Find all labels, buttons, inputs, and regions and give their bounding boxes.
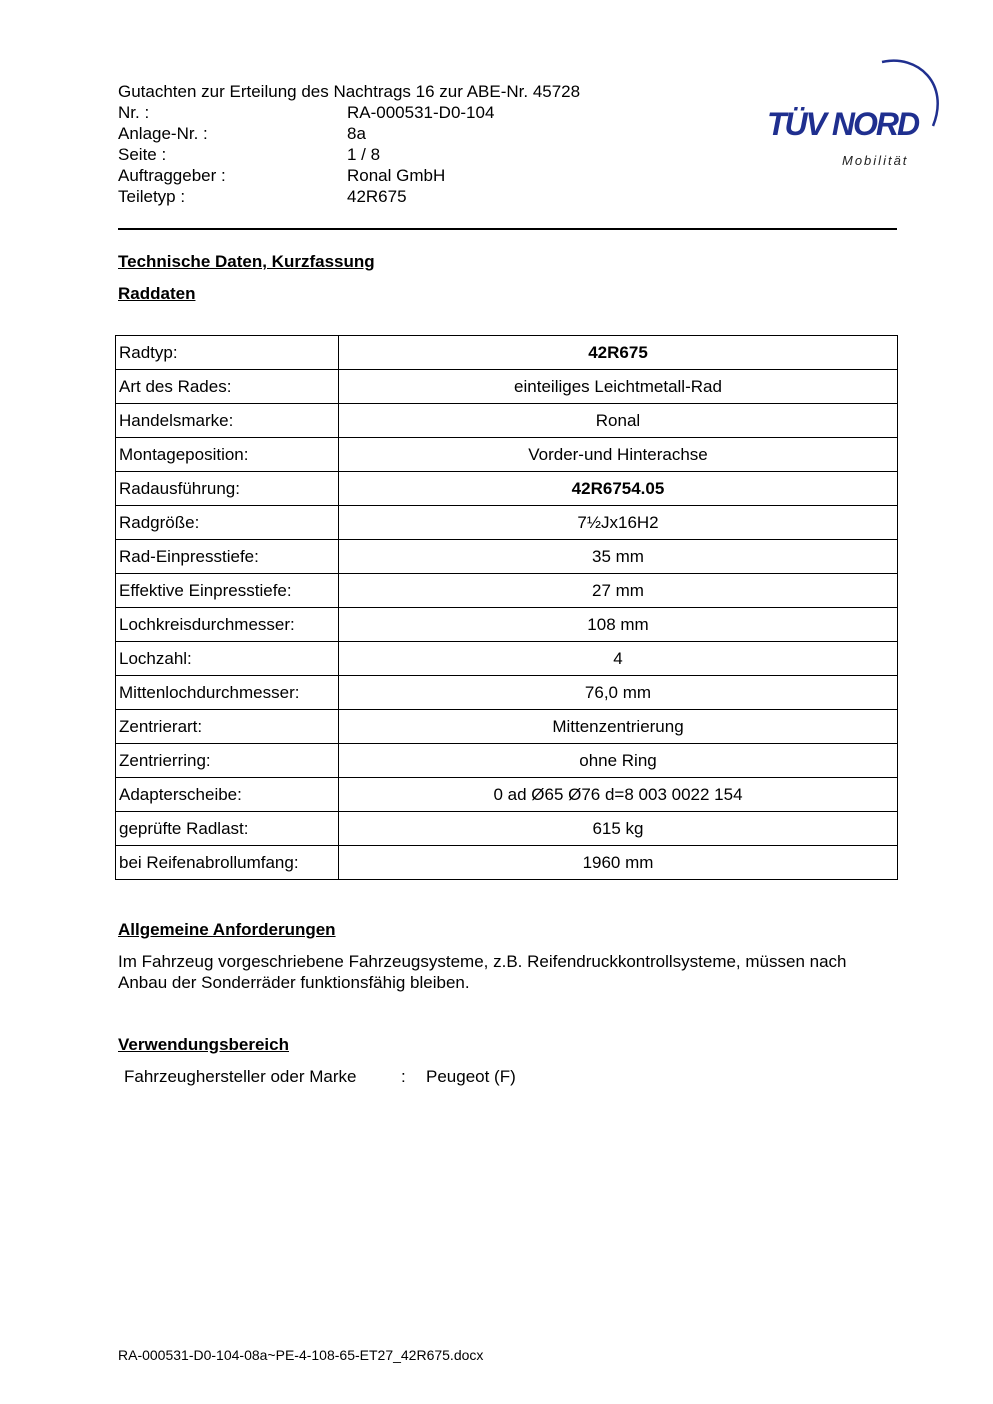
- table-row: [116, 472, 898, 506]
- table-cell-value: Ronal: [339, 404, 898, 438]
- table-cell-label: Lochkreisdurchmesser:: [116, 608, 339, 642]
- section-technische-daten: Technische Daten, Kurzfassung: [118, 252, 375, 271]
- table-cell-value: 0 ad Ø65 Ø76 d=8 003 0022 154: [339, 778, 898, 812]
- table-cell-label: Zentrierart:: [116, 710, 339, 744]
- table-cell-value: 4: [339, 642, 898, 676]
- header-value: 1 / 8: [347, 145, 381, 164]
- table-cell-label: Radausführung:: [116, 472, 339, 506]
- table-row: [116, 744, 898, 778]
- header-label: Anlage-Nr. :: [118, 124, 208, 143]
- table-cell-value: 42R675: [339, 336, 898, 370]
- header-label: Seite :: [118, 145, 167, 164]
- table-cell-label: Effektive Einpresstiefe:: [116, 574, 339, 608]
- usage-label: Fahrzeughersteller oder Marke: [124, 1067, 357, 1086]
- header-row-auftraggeber: [118, 165, 678, 186]
- section-verwendungsbereich: Verwendungsbereich: [118, 1035, 289, 1054]
- header-row-teiletyp: [118, 186, 678, 207]
- table-cell-value: 76,0 mm: [339, 676, 898, 710]
- table-cell-value: 108 mm: [339, 608, 898, 642]
- logo-wordmark: TÜV NORD: [767, 106, 919, 142]
- header-divider: [118, 228, 897, 230]
- header-row-seite: [118, 144, 678, 165]
- usage-row: [124, 1066, 516, 1087]
- table-cell-value: 7½Jx16H2: [339, 506, 898, 540]
- document-header: [118, 81, 678, 207]
- table-row: [116, 370, 898, 404]
- header-label: Auftraggeber :: [118, 166, 226, 185]
- table-cell-label: Art des Rades:: [116, 370, 339, 404]
- footer-filename: RA-000531-D0-104-08a~PE-4-108-65-ET27_42R675.docx: [118, 1347, 484, 1363]
- header-label: Nr. :: [118, 103, 150, 122]
- header-value: 42R675: [347, 187, 407, 206]
- table-cell-label: Radgröße:: [116, 506, 339, 540]
- tuv-nord-logo: [760, 56, 945, 174]
- table-cell-label: geprüfte Radlast:: [116, 812, 339, 846]
- table-cell-label: Radtyp:: [116, 336, 339, 370]
- table-cell-value: 42R6754.05: [339, 472, 898, 506]
- table-row: [116, 778, 898, 812]
- section-raddaten: Raddaten: [118, 284, 196, 303]
- table-row: [116, 404, 898, 438]
- table-cell-label: Montageposition:: [116, 438, 339, 472]
- table-cell-value: einteiliges Leichtmetall-Rad: [339, 370, 898, 404]
- document-title: Gutachten zur Erteilung des Nachtrags 16 zur ABE-Nr. 45728: [118, 82, 581, 101]
- table-row: [116, 574, 898, 608]
- table-row: [116, 846, 898, 880]
- table-cell-value: Mittenzentrierung: [339, 710, 898, 744]
- table-cell-label: Adapterscheibe:: [116, 778, 339, 812]
- table-cell-label: bei Reifenabrollumfang:: [116, 846, 339, 880]
- header-value: RA-000531-D0-104: [347, 103, 495, 122]
- header-value: Ronal GmbH: [347, 166, 446, 185]
- header-row-nr: [118, 102, 678, 123]
- table-cell-label: Zentrierring:: [116, 744, 339, 778]
- table-cell-value: ohne Ring: [339, 744, 898, 778]
- header-label: Teiletyp :: [118, 187, 186, 206]
- table-row: [116, 812, 898, 846]
- allgemeine-text: Im Fahrzeug vorgeschriebene Fahrzeugsysteme, z.B. Reifendruckkontrollsysteme, müssen nach Anbau der Sonderräder funktionsfähig bleiben.: [118, 952, 847, 992]
- table-cell-value: 35 mm: [339, 540, 898, 574]
- table-row: [116, 676, 898, 710]
- table-row: [116, 608, 898, 642]
- table-cell-label: Mittenlochdurchmesser:: [116, 676, 339, 710]
- usage-value: Peugeot (F): [426, 1067, 516, 1086]
- header-row-anlage: [118, 123, 678, 144]
- table-cell-value: 27 mm: [339, 574, 898, 608]
- table-row: [116, 642, 898, 676]
- table-cell-value: 1960 mm: [339, 846, 898, 880]
- table-row: [116, 336, 898, 370]
- logo-subtitle: Mobilität: [842, 153, 909, 168]
- table-row: [116, 438, 898, 472]
- table-cell-label: Lochzahl:: [116, 642, 339, 676]
- header-value: 8a: [347, 124, 366, 143]
- table-row: [116, 540, 898, 574]
- table-cell-label: Handelsmarke:: [116, 404, 339, 438]
- table-cell-value: 615 kg: [339, 812, 898, 846]
- usage-separator: :: [401, 1067, 406, 1086]
- section-allgemeine-anforderungen: Allgemeine Anforderungen: [118, 920, 336, 939]
- table-row: [116, 506, 898, 540]
- raddaten-table: [115, 335, 898, 880]
- table-cell-value: Vorder-und Hinterachse: [339, 438, 898, 472]
- table-row: [116, 710, 898, 744]
- table-cell-label: Rad-Einpresstiefe:: [116, 540, 339, 574]
